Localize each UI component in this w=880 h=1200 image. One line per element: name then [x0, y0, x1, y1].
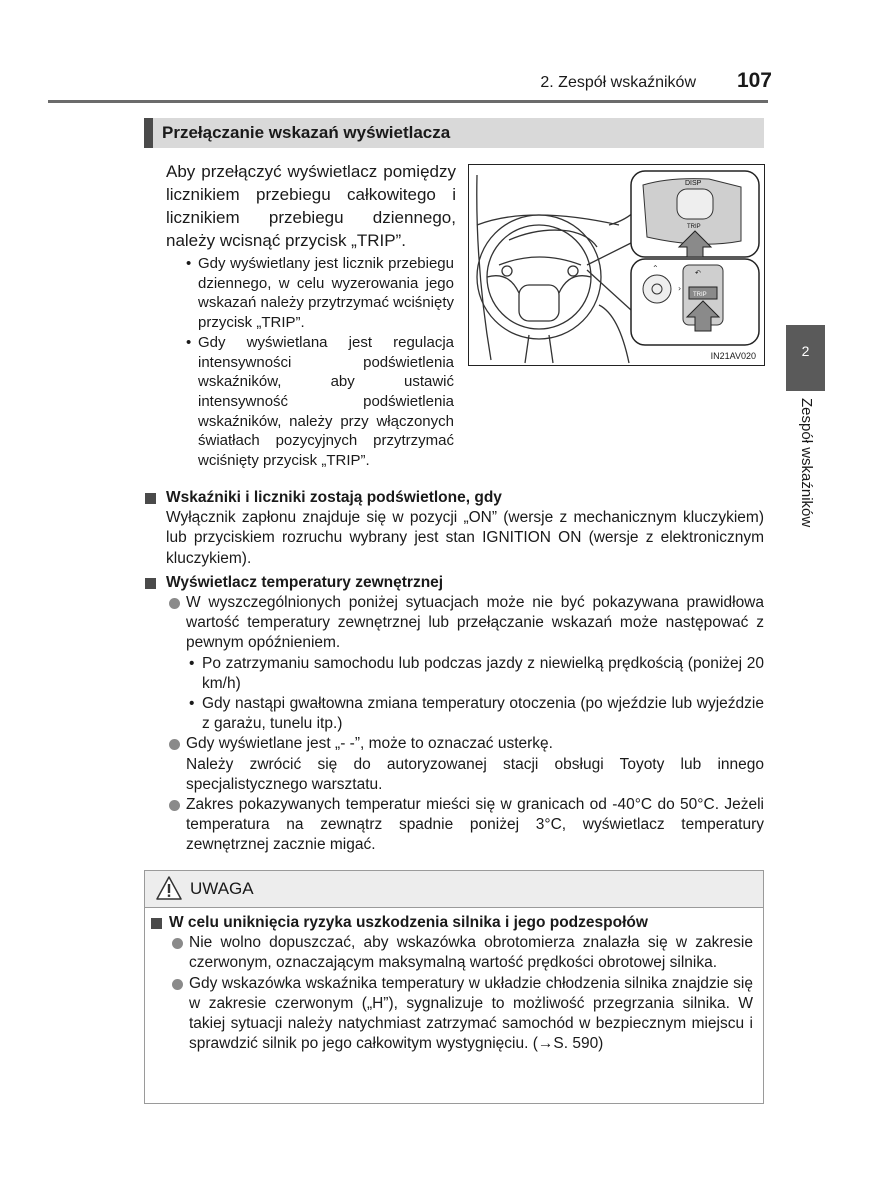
zoom-panel-bottom — [631, 259, 759, 345]
warning-heading: W celu uniknięcia ryzyka uszkodzenia silnika i jego podzespołów — [151, 913, 753, 933]
svg-text:↶: ↶ — [695, 269, 701, 277]
figure-code: IN21AV020 — [710, 351, 756, 361]
header-title: 2. Zespół wskaźników — [540, 74, 696, 91]
temperature-heading: Wyświetlacz temperatury zewnętrznej — [144, 573, 764, 593]
trip-label-top: TRIP — [687, 224, 701, 230]
disp-label: DISP — [685, 180, 702, 187]
warning-label: UWAGA — [190, 879, 254, 898]
section-title: Przełączanie wskazań wyświetlacza — [162, 123, 451, 142]
chapter-side-label: Zespół wskaźników — [798, 398, 815, 528]
zoom-panel-top — [631, 171, 759, 257]
warning-item: Gdy wskazówka wskaźnika temperatury w układzie chłodzenia silnika znajdzie się w zakresie czerwonym („H”), sygnalizuje to możliwość przegrzania silnika. W takiej sytuacji należy natychmiast zatrzymać samochód w bezpiecznym miejscu i sprawdzić silnik po jego całkowitym wystygnięciu. (→S. 590) — [151, 974, 753, 1055]
warning-triangle-icon — [155, 875, 183, 901]
steering-wheel-illustration — [469, 165, 764, 365]
warning-body — [151, 913, 753, 1054]
intro-paragraph: Aby przełączyć wyświetlacz pomiędzy licznikiem przebiegu całkowitego i licznikiem przebiegu dziennego, należy wcisnąć przycisk „TRIP”. — [166, 162, 456, 250]
section-title-bar — [144, 118, 764, 148]
intro-bullet: • Gdy wyświetlana jest regulacja intensywności podświetlenia wskaźników, aby ustawić intensywność podświetlenia wskaźników, należy przy włączonych światłach pozycyjnych przytrzymać wciśnięty przycisk „TRIP”. — [186, 333, 454, 471]
temperature-item: W wyszczególnionych poniżej sytuacjach może nie być pokazywana prawidłowa wartość temperatury zewnętrznej lub przełączanie wskazań może następować z pewnym opóźnieniem. — [144, 593, 764, 654]
temperature-item-continued: Należy zwrócić się do autoryzowanej stacji obsługi Toyoty lub innego specjalistycznego warsztatu. — [186, 755, 764, 793]
body-content — [144, 488, 764, 856]
temperature-subitem: • Po zatrzymaniu samochodu lub podczas jazdy z niewielką prędkością (poniżej 20 km/h) — [144, 654, 764, 694]
intro-bullet-list — [186, 254, 454, 471]
temperature-item: Zakres pokazywanych temperatur mieści się w granicach od -40°C do 50°C. Jeżeli temperatura na zewnątrz spadnie poniżej 3°C, wyświetlacz temperatury zewnętrznej zacznie migać. — [144, 795, 764, 856]
temperature-item: Gdy wyświetlane jest „- -”, może to oznaczać usterkę. — [144, 734, 764, 754]
chapter-tab — [786, 325, 825, 391]
chapter-number: 2 — [801, 343, 810, 359]
section-accent — [144, 118, 153, 148]
warning-box — [144, 870, 764, 1104]
warning-header — [145, 871, 763, 908]
trip-label-bottom: TRIP — [693, 292, 707, 298]
svg-text:›: › — [678, 284, 682, 293]
steering-wheel-figure — [468, 164, 765, 366]
header-rule — [48, 100, 768, 103]
warning-item: Nie wolno dopuszczać, aby wskazówka obrotomierza znalazła się w zakresie czerwonym, oznaczającym maksymalną wartość prędkości obrotowej silnika. — [151, 933, 753, 973]
intro-bullet: • Gdy wyświetlany jest licznik przebiegu dziennego, w celu wyzerowania jego wskazań należy przytrzymać wciśnięty przycisk „TRIP”. — [186, 254, 454, 333]
svg-text:⌃: ⌃ — [652, 264, 659, 273]
page-number: 107 — [736, 69, 772, 92]
illumination-heading: Wskaźniki i liczniki zostają podświetlone, gdy — [144, 488, 764, 508]
temperature-subitem: • Gdy nastąpi gwałtowna zmiana temperatury otoczenia (po wjeździe lub wyjeździe z garażu, tunelu itp.) — [144, 694, 764, 734]
illumination-text: Wyłącznik zapłonu znajduje się w pozycji „ON” (wersje z mechanicznym kluczykiem) lub przyciskiem rozruchu wybrany jest stan IGNITION ON (wersje z elektronicznym kluczykiem). — [166, 509, 764, 567]
